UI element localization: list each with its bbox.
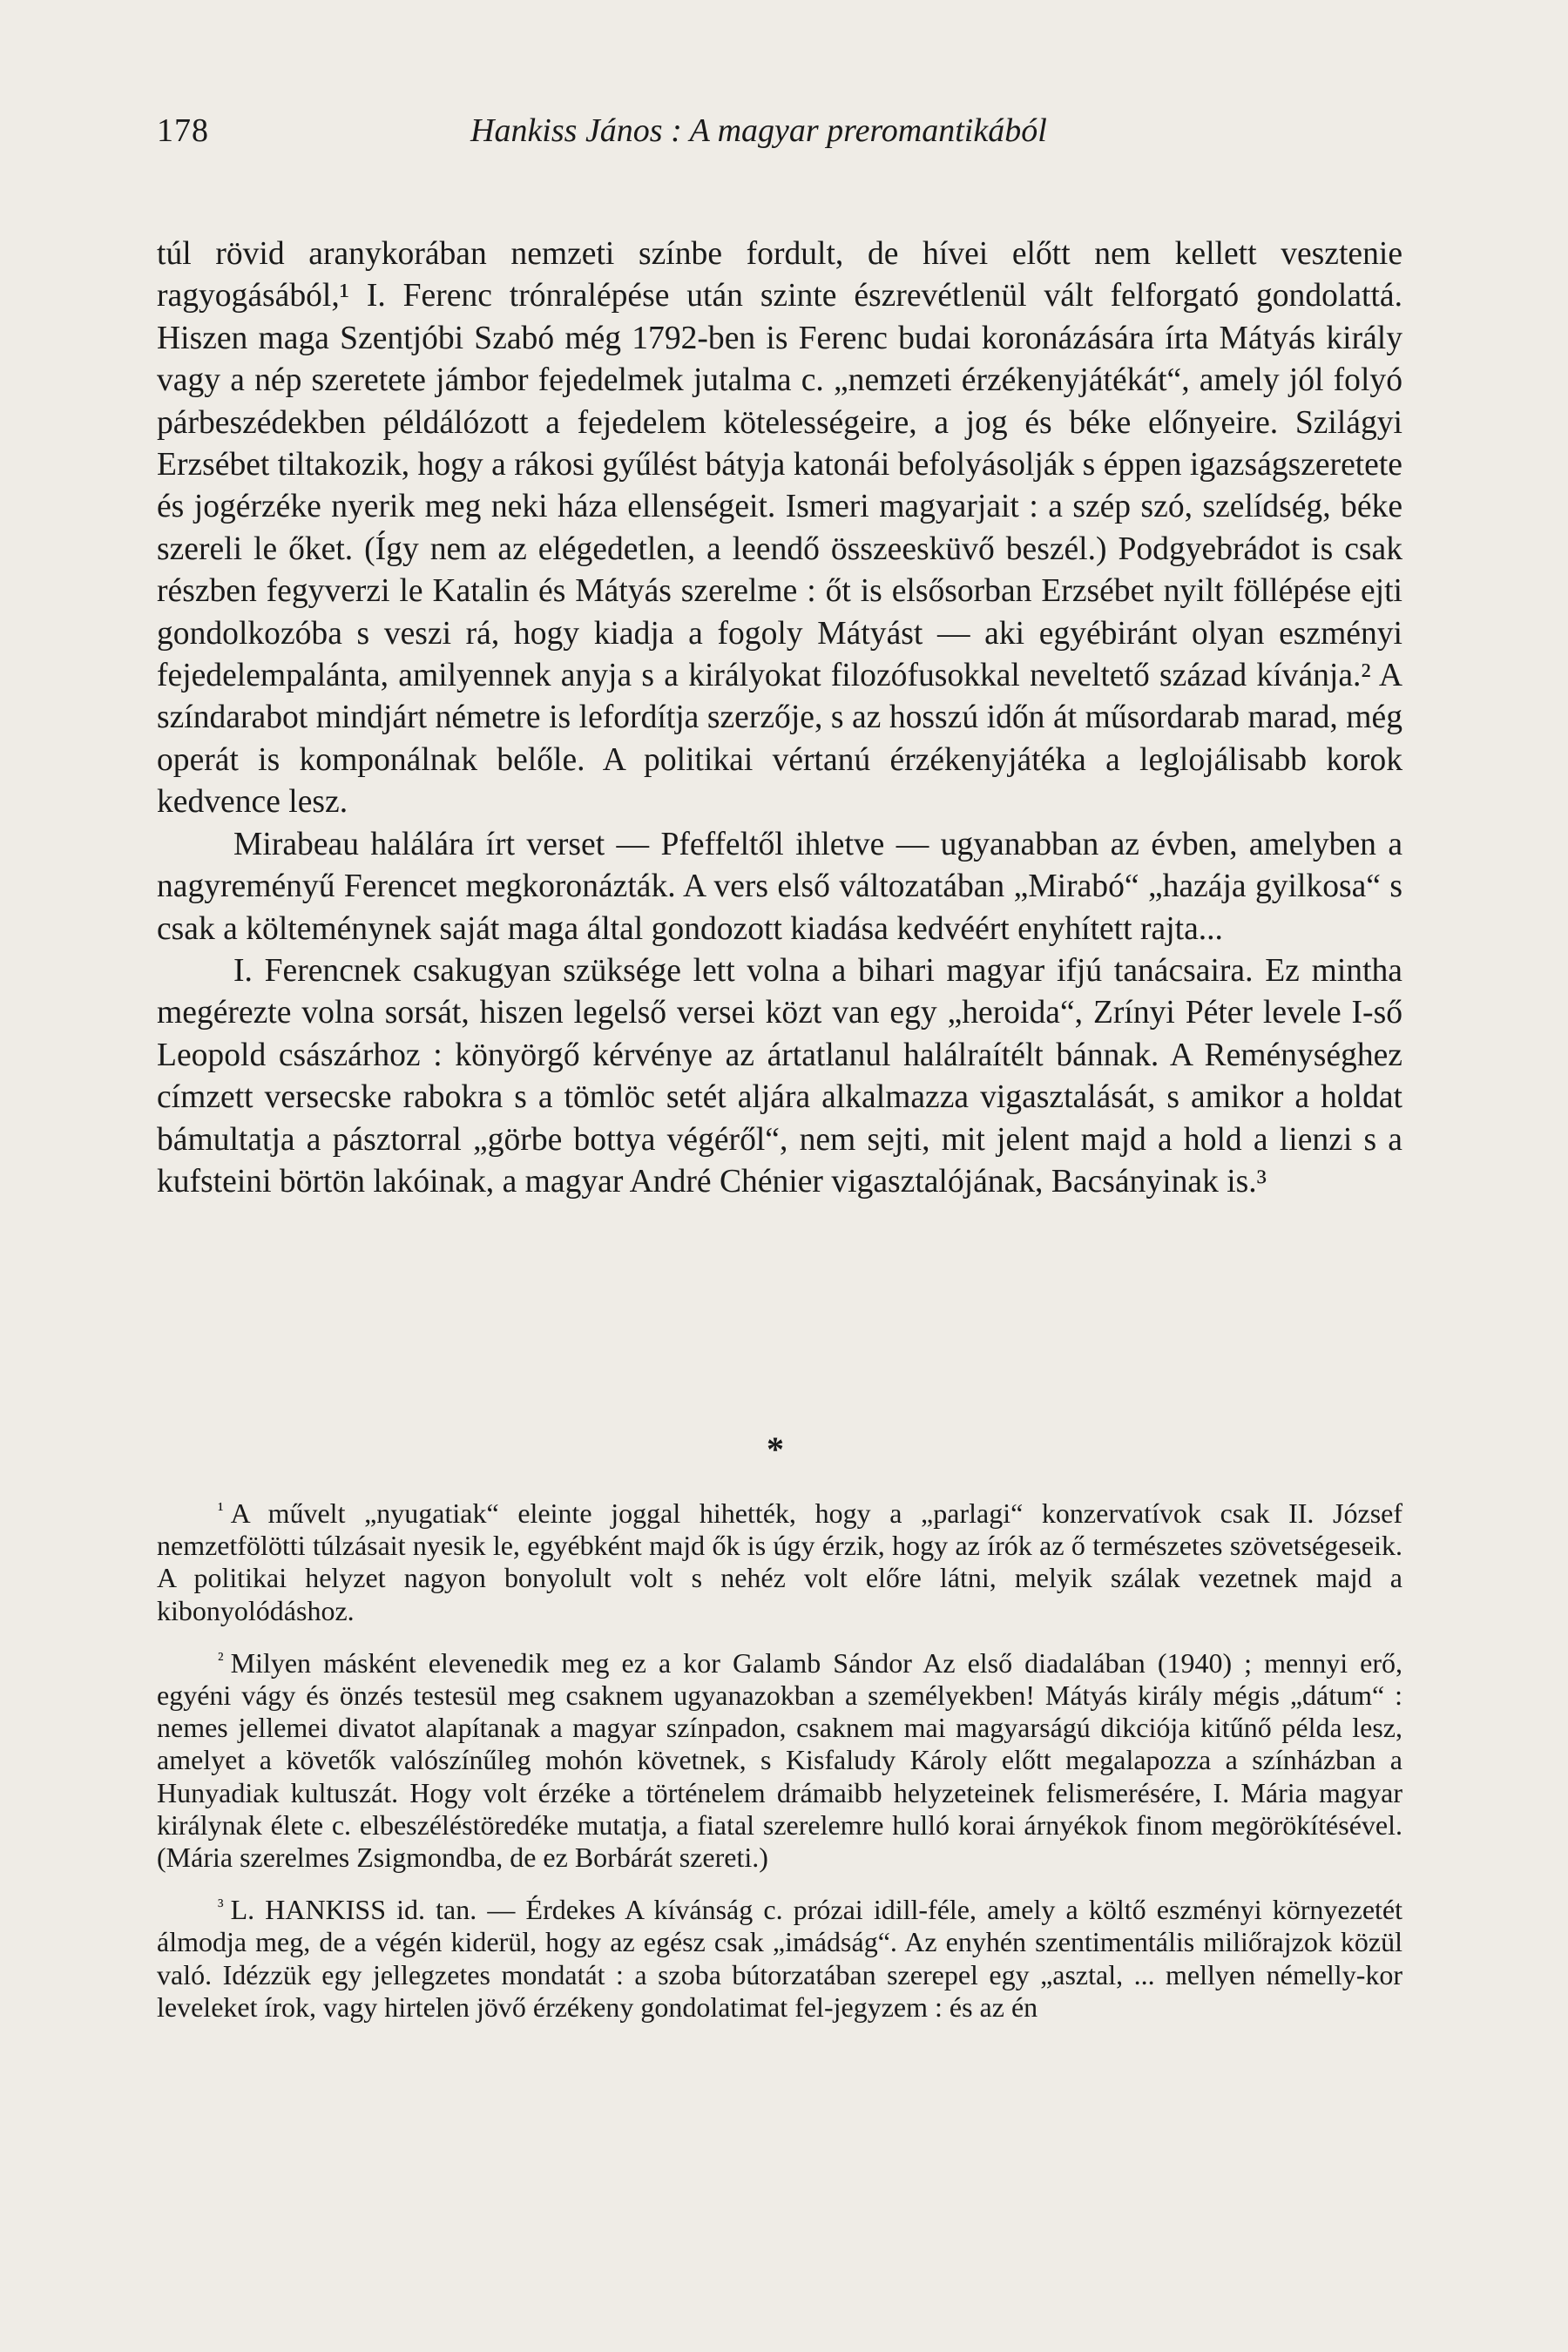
footnote-1	[157, 1493, 1402, 1627]
footnote-mark: ³	[218, 1895, 224, 1917]
paragraph: túl rövid aranykorában nemzeti színbe fordult, de hívei előtt nem kellett vesztenie ragyogásából,¹ I. Ferenc trónralépése után szinte észrevétlenül vált felforgató gondolattá. Hiszen maga Szentjóbi Szabó még 1792-ben is Ferenc budai koronázására írta Mátyás király vagy a nép szeretete jámbor fejedelmek jutalma c. „nemzeti érzékenyjátékát“, amely jól folyó párbeszédekben példálózott a fejedelem kötelességeire, a jog és béke előnyeire. Szilágyi Erzsébet tiltakozik, hogy a rákosi gyűlést bátyja katonái befolyásolják s éppen igazságszeretete és jogérzéke nyerik meg neki háza ellenségeit. Ismeri magyarjait : a szép szó, szelídség, béke szereli le őket. (Így nem az elégedetlen, a leendő összeesküvő beszél.) Podgyebrádot is csak részben fegyverzi le Katalin és Mátyás szerelme : őt is elsősorban Erzsébet nyilt föllépése ejti gondolkozóba s veszi rá, hogy kiadja a fogoly Mátyást — aki egyébiránt olyan eszményi fejedelempalánta, amilyennek anyja s a királyokat filozófusokkal neveltető század kívánja.² A színdarabot mindjárt németre is lefordítja szerzője, s az hosszú időn át műsordarab marad, még operát is komponálnak belőle. A politikai vértanú érzékenyjátéka a leglojálisabb korok kedvence lesz.	[157, 236, 1402, 821]
footnote-mark: ¹	[218, 1498, 224, 1520]
footnote-mark: ²	[218, 1647, 224, 1670]
footnote-text: Milyen másként elevenedik meg ez a kor Galamb Sándor Az első diadalában (1940) ; mennyi erő, egyéni vágy és önzés testesül meg csaknem ugyanazokban a személyekben! Mátyás király mégis „dátum“ : nemes jellemei divatot alapítanak a magyar színpadon, csaknem mai magyarságú dikciója kitűnő példa lesz, amelyet a követők valószínűleg mohón követnek, s Kisfaludy Károly előtt megalapozza a színházban a Hunyadiak kultuszát. Hogy volt érzéke a történelem drámaibb helyzeteinek felismerésére, I. Mária magyar királynak élete c. elbeszéléstöredéke mutatja, a fiatal szerelemre hulló korai árnyékok finom megörökítésével. (Mária szerelmes Zsigmondba, de ez Borbárát szereti.)	[157, 1646, 1402, 1874]
section-separator: *	[767, 1429, 784, 1469]
running-head	[157, 112, 1411, 155]
footnote-2	[157, 1643, 1402, 1874]
footnotes	[157, 1493, 1402, 2024]
running-head-title: Hankiss János : A magyar preromantikából	[470, 112, 1047, 149]
paragraph: Mirabeau halálára írt verset — Pfeffeltől ihletve — ugyanabban az évben, amelyben a nagyreményű Ferencet megkoronázták. A vers első változatában „Mirabó“ „hazája gyilkosa“ s csak a költeménynek saját maga által gondozott kiadása kedvéért enyhített rajta...	[157, 826, 1402, 947]
page-number: 178	[157, 112, 209, 149]
footnote-3	[157, 1889, 1402, 2024]
paragraph: I. Ferencnek csakugyan szüksége lett volna a bihari magyar ifjú tanácsaira. Ez mintha megérezte volna sorsát, hiszen legelső versei közt van egy „heroida“, Zrínyi Péter levele I-ső Leopold császárhoz : könyörgő kérvénye az ártatlanul halálraítélt bánnak. A Reménységhez címzett versecske rabokra s a tömlöc setét aljára alkalmazza vigasztalását, s amikor a holdat bámultatja a pásztorral „görbe bottya végéről“, nem sejti, mit jelent majd a hold a lienzi s a kufsteini börtön lakóinak, a magyar André Chénier vigasztalójának, Bacsányinak is.³	[157, 952, 1402, 1200]
footnote-text: L. HANKISS id. tan. — Érdekes A kívánság c. prózai idill-féle, amely a költő eszményi környezetét álmodja meg, de a végén kiderül, hogy az egész csak „imádság“. Az enyhén szentimentális miliőrajzok közül való. Idézzük egy jellegzetes mondatát : a szoba bútorzatában szerepel egy „asztal, ... mellyen némelly-kor leveleket írok, vagy hirtelen jövő érzékeny gondolatimat fel-jegyzem : és az én	[157, 1894, 1402, 2023]
footnote-text: A művelt „nyugatiak“ eleinte joggal hihették, hogy a „parlagi“ konzervatívok csak II. József nemzetfölötti túlzásait nyesik le, egyébként majd ők is úgy érzik, hogy az írók az ő természetes szövetségeseik. A politikai helyzet nagyon bonyolult volt s nehéz volt előre látni, melyik szálak vezetnek majd a kibonyolódáshoz.	[157, 1497, 1402, 1626]
main-text	[157, 233, 1402, 1203]
